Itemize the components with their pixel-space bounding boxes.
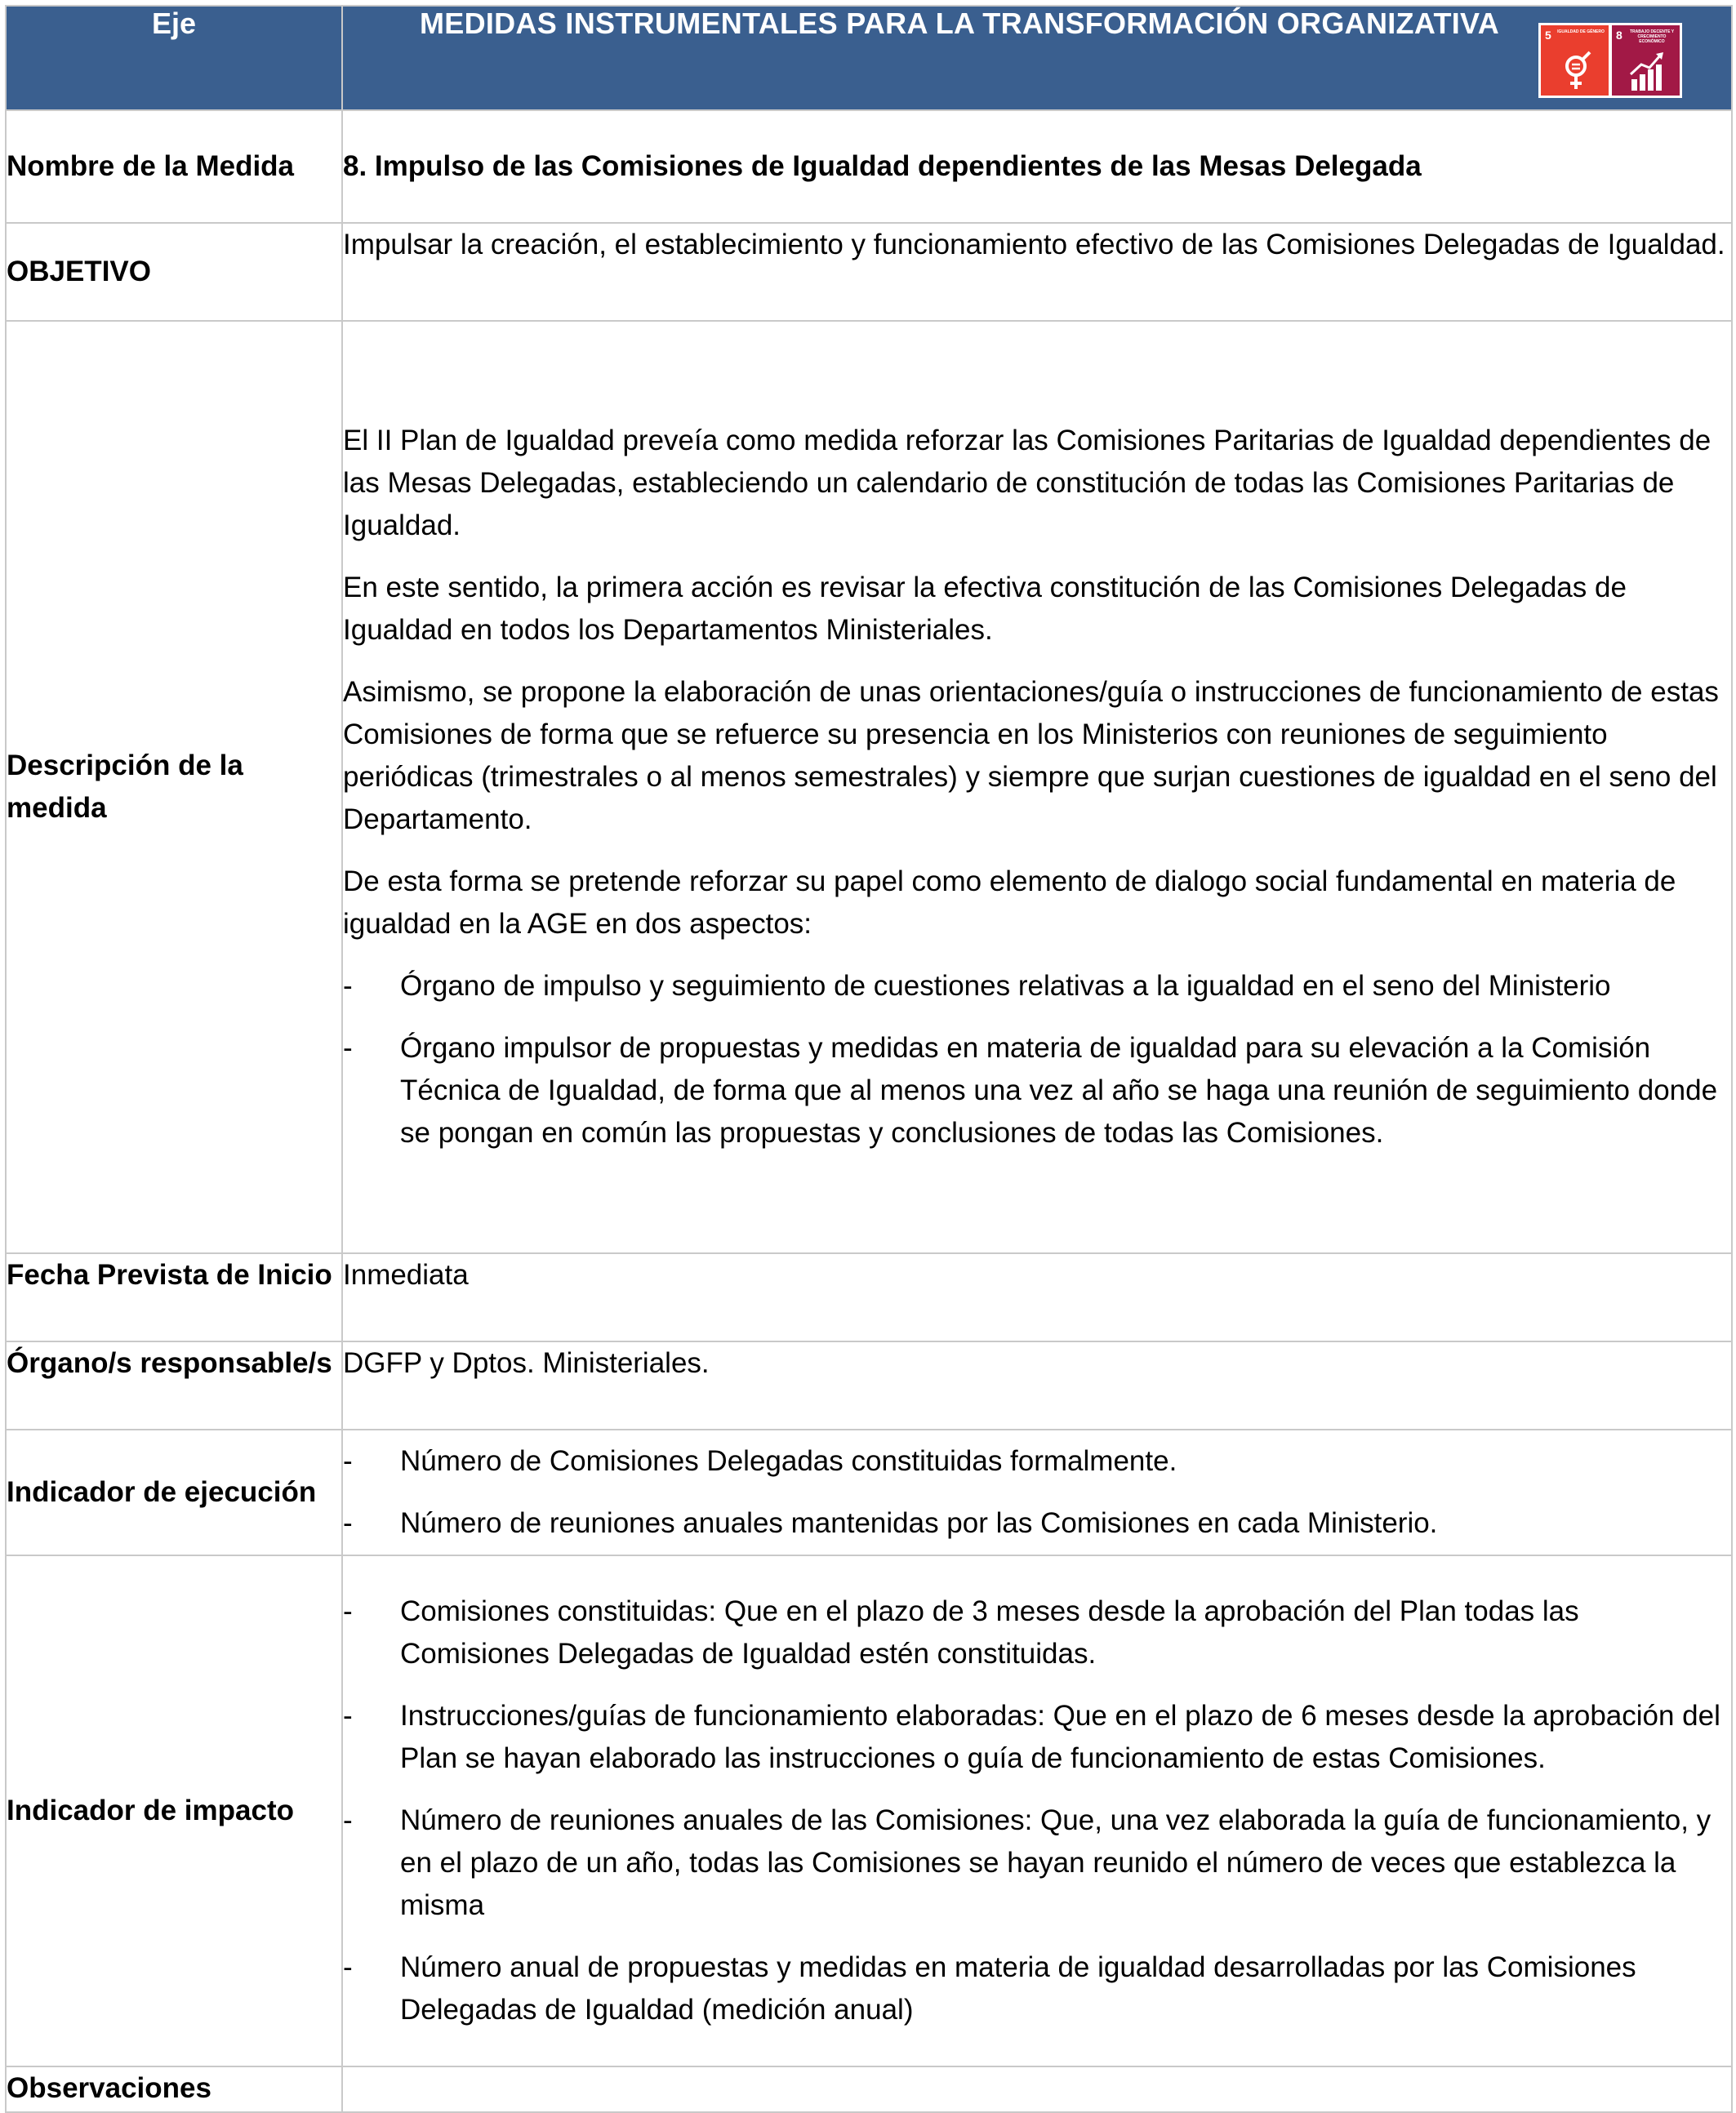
header-title: MEDIDAS INSTRUMENTALES PARA LA TRANSFORMACIÓN ORGANIZATIVA xyxy=(419,7,1499,40)
row-nombre xyxy=(6,110,1732,223)
list-item: - Número de reuniones anuales mantenidas por las Comisiones en cada Ministerio. xyxy=(343,1502,1731,1545)
list-item: - Comisiones constituidas: Que en el plazo de 3 meses desde la aprobación del Plan todas las Comisiones Delegadas de Igualdad estén constituidas. xyxy=(343,1590,1731,1675)
row-ejecucion xyxy=(6,1430,1732,1555)
label-observaciones: Observaciones xyxy=(6,2066,342,2112)
list-item: - Número de reuniones anuales de las Comisiones: Que, una vez elaborada la guía de funcionamiento, y en el plazo de un año, todas las Comisiones se hayan reunido el número de veces que establezca la misma xyxy=(343,1799,1731,1927)
value-organo: DGFP y Dptos. Ministeriales. xyxy=(342,1341,1732,1430)
value-impacto xyxy=(342,1555,1732,2066)
value-descripcion xyxy=(342,321,1732,1253)
gender-equality-icon xyxy=(1557,50,1595,92)
growth-chart-icon xyxy=(1628,50,1666,92)
header-title-cell xyxy=(342,6,1732,110)
descripcion-paragraph: De esta forma se pretende reforzar su papel como elemento de dialogo social fundamental en materia de igualdad en la AGE en dos aspectos: xyxy=(343,865,1676,940)
sdg-5-tile xyxy=(1541,25,1609,96)
list-item: - Número de Comisiones Delegadas constituidas formalmente. xyxy=(343,1440,1731,1483)
row-organo xyxy=(6,1341,1732,1430)
label-impacto: Indicador de impacto xyxy=(6,1555,342,2066)
row-objetivo xyxy=(6,223,1732,321)
label-descripcion: Descripción de la medida xyxy=(6,321,342,1253)
label-objetivo: OBJETIVO xyxy=(6,223,342,321)
row-observaciones xyxy=(6,2066,1732,2112)
list-item: - Número anual de propuestas y medidas en materia de igualdad desarrolladas por las Comisiones Delegadas de Igualdad (medición anual) xyxy=(343,1946,1731,2031)
value-observaciones xyxy=(342,2066,1732,2112)
row-descripcion xyxy=(6,321,1732,1253)
impacto-list xyxy=(343,1590,1731,2031)
label-ejecucion: Indicador de ejecución xyxy=(6,1430,342,1555)
label-nombre: Nombre de la Medida xyxy=(6,110,342,223)
descripcion-paragraph: En este sentido, la primera acción es revisar la efectiva constitución de las Comisiones Delegadas de Igualdad en todos los Departamentos Ministeriales. xyxy=(343,572,1627,646)
list-item: - Instrucciones/guías de funcionamiento elaboradas: Que en el plazo de 6 meses desde la aprobación del Plan se hayan elaborado las instrucciones o guía de funcionamiento de estas Comisiones. xyxy=(343,1695,1731,1780)
sdg-8-tile xyxy=(1612,25,1680,96)
measure-table xyxy=(5,5,1733,2113)
ejecucion-list xyxy=(343,1440,1731,1545)
header-row xyxy=(6,6,1732,110)
row-fecha xyxy=(6,1253,1732,1341)
descripcion-paragraph: El II Plan de Igualdad preveía como medida reforzar las Comisiones Paritarias de Igualdad dependientes de las Mesas Delegadas, estableciendo un calendario de constitución de todas las Comisiones Paritarias de Igualdad. xyxy=(343,425,1712,541)
sdg-5-number: 5 xyxy=(1545,29,1551,42)
sdg-8-number: 8 xyxy=(1616,29,1622,42)
value-fecha: Inmediata xyxy=(342,1253,1732,1341)
sdg-8-caption: TRABAJO DECENTE Y CRECIMIENTO ECONÓMICO xyxy=(1629,29,1675,44)
header-eje: Eje xyxy=(6,6,342,110)
value-nombre: 8. Impulso de las Comisiones de Igualdad dependientes de las Mesas Delegada xyxy=(342,110,1732,223)
label-fecha: Fecha Prevista de Inicio xyxy=(6,1253,342,1341)
list-item: - Órgano impulsor de propuestas y medidas en materia de igualdad para su elevación a la Comisión Técnica de Igualdad, de forma que al menos una vez al año se haga una reunión de seguimiento donde se pongan en común las propuestas y conclusiones de todas las Comisiones. xyxy=(343,1027,1731,1154)
value-ejecucion xyxy=(342,1430,1732,1555)
row-impacto xyxy=(6,1555,1732,2066)
label-organo: Órgano/s responsable/s xyxy=(6,1341,342,1430)
descripcion-paragraph: Asimismo, se propone la elaboración de unas orientaciones/guía o instrucciones de funcionamiento de estas Comisiones de forma que se refuerce su presencia en los Ministerios con reuniones de seguimiento periódicas (trimestrales o al menos semestrales) y siempre que surjan cuestiones de igualdad en el seno del Departamento. xyxy=(343,676,1719,835)
sdg-icons xyxy=(1538,23,1682,98)
descripcion-list xyxy=(343,965,1731,1154)
sdg-5-caption: IGUALDAD DE GÉNERO xyxy=(1557,29,1605,34)
value-objetivo: Impulsar la creación, el establecimiento y funcionamiento efectivo de las Comisiones Delegadas de Igualdad. xyxy=(342,223,1732,321)
list-item: - Órgano de impulso y seguimiento de cuestiones relativas a la igualdad en el seno del Ministerio xyxy=(343,965,1731,1008)
